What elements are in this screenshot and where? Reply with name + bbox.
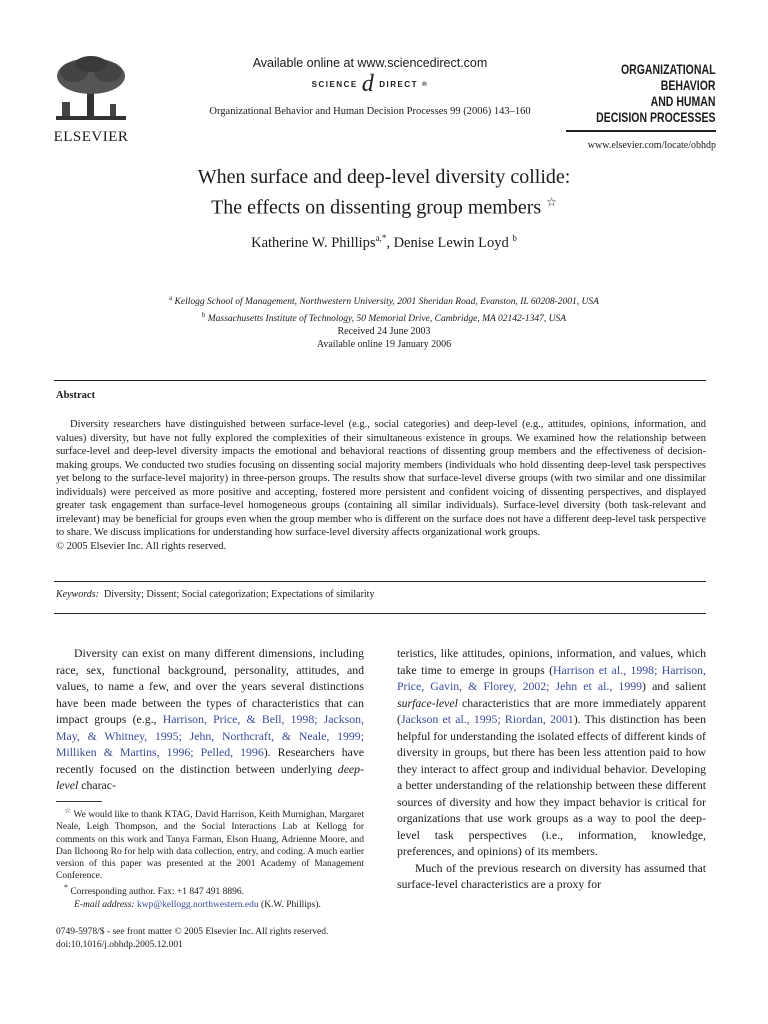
author-1: Katherine W. Phillips	[251, 234, 376, 251]
elsevier-logo	[52, 56, 130, 146]
affiliation-a	[54, 292, 714, 309]
sd-d-glyph: d	[361, 71, 376, 97]
body-paragraph	[397, 645, 706, 860]
affiliation-b	[54, 309, 714, 326]
author-separator: ,	[386, 234, 394, 251]
abstract-body	[56, 418, 706, 553]
header-center	[160, 56, 580, 117]
elsevier-tree-icon	[52, 56, 130, 122]
author-2: Denise Lewin Loyd	[393, 234, 509, 251]
fn2-text: Corresponding author. Fax: +1 847 491 8896.	[70, 887, 245, 898]
affil-b-sup: b	[201, 311, 206, 320]
available-date: Available online 19 January 2006	[316, 339, 452, 350]
journal-reference: Organizational Behavior and Human Decision Processes 99 (2006) 143–160	[209, 106, 531, 117]
journal-name-line: ORGANIZATIONAL	[620, 62, 716, 77]
email-owner: (K.W. Phillips).	[258, 899, 321, 910]
keywords-bottom-rule	[54, 613, 706, 614]
title-line-2-text: The effects on dissenting group members	[211, 196, 542, 219]
abstract-text: Diversity researchers have distinguished between surface-level (e.g., social categories) and deep-level (e.g., attitudes, opinions, information, and values) diversity, but have not fully explored the complexities of their simultaneous existence in groups. We examined how the relationship between surface-level and deep-level diversity impacts the emotional and behavioral reactions of dissenting group members and the effectiveness of decision-making groups. We conducted two studies focusing on dissenting social majority members (individuals who hold dissenting deep-level task perspectives yet belong to the surface-level majority) in three-person groups. The results show that surface-level diverse groups (with two similar and one dissimilar individuals) were perceived as more positive and accepting, fostered more persistent and confident voicing of dissenting perspectives, and displayed greater task engagement than surface-level homogeneous groups (containing all similar individuals). Surface-level diversity (both task-relevant and irrelevant) may be beneficial for groups even when the group member who is different on the surface does not have a different deep-level task perspective to share. We discuss implications for understanding how surface-level diversity affects organizational work groups.	[56, 419, 706, 538]
body-text: Diversity can exist on many different dimensions, including race, sex, functional background, personality, attitudes, and values, to name a few, and over the years several distinctions have been made between the types of characteristics that can impact groups (e.g.,	[56, 646, 364, 726]
body-text: ). Researchers have recently focused on the distinction between underlying	[56, 745, 364, 776]
citation-link[interactable]: Harrison et al., 1998; Harrison, Price, Gavin, & Florey, 2002; Jehn et al., 1999	[397, 662, 706, 693]
email-label: E-mail address:	[74, 899, 135, 910]
keywords-values: Diversity; Dissent; Social categorization; Expectations of similarity	[103, 589, 375, 600]
journal-name-line: BEHAVIOR	[660, 78, 716, 93]
affil-b-text: Massachusetts Institute of Technology, 50 Memorial Drive, Cambridge, MA 02142-1347, USA	[207, 314, 567, 325]
fn2-mark: *	[64, 883, 68, 893]
journal-title-rule	[566, 130, 716, 132]
article-title	[54, 165, 714, 221]
footnote-rule	[56, 801, 102, 802]
journal-name-line: DECISION PROCESSES	[596, 110, 716, 125]
body-emphasis: surface-level	[397, 695, 458, 710]
keywords-label: Keywords:	[56, 589, 99, 600]
author-list	[54, 233, 714, 252]
sciencedirect-logo	[160, 71, 580, 97]
sd-right: DIRECT	[379, 79, 418, 89]
body-text: charac-	[78, 778, 116, 792]
journal-name-line: AND HUMAN	[650, 94, 716, 109]
body-text: ). This distinction has been helpful for understanding the isolated effects of different kinds of diversity in groups, but there has been less attention paid to how they interact to affect group and individual behavior. Developing a better understanding of the relationship between these different sources of diversity and how they impact behavior is critical for organizations that use work groups as a way to pool the deep-level task perspectives (i.e., information, knowledge, preferences, and opinions) of its members.	[397, 712, 706, 858]
citation-link[interactable]: Jackson et al., 1995; Riordan, 2001	[400, 712, 574, 726]
abstract-top-rule	[54, 380, 706, 381]
footnote-corresponding	[56, 882, 364, 898]
fn1-text: We would like to thank KTAG, David Harrison, Keith Murnighan, Margaret Neale, Leigh Thompson, and the Social Interactions Lab at Kellogg for comments on this work and Tanya Farman, Elson Huang, Adrienne Moore, and Dan Ilchoong Ro for help with data collection, entry, and coding. A much earlier version of this paper was presented at the 2001 Academy of Management Conference.	[56, 810, 364, 882]
affiliations	[54, 292, 714, 326]
email-link[interactable]: kwp@kellogg.northwestern.edu	[136, 899, 259, 910]
abstract-heading: Abstract	[56, 390, 96, 401]
keywords-top-rule	[54, 581, 706, 582]
body-emphasis: deep-level	[56, 761, 364, 792]
journal-name	[584, 62, 715, 126]
abstract-copyright: © 2005 Elsevier Inc. All rights reserved.	[56, 540, 227, 552]
body-column-left	[56, 645, 364, 794]
author-1-sup[interactable]: a,*	[375, 233, 387, 243]
body-paragraph: Much of the previous research on diversity has assumed that surface-level characteristics are a proxy for	[397, 860, 706, 891]
fn1-mark: ☆	[64, 806, 72, 815]
body-text: teristics, like attitudes, opinions, information, and values, which take time to emerge in groups (	[397, 646, 706, 677]
journal-url[interactable]: www.elsevier.com/locate/obhdp	[587, 140, 716, 151]
body-text: characteristics that are more immediately apparent (	[397, 695, 706, 726]
received-date: Received 24 June 2003	[337, 326, 431, 337]
affil-a-text: Kellogg School of Management, Northwestern University, 2001 Sheridan Road, Evanston, IL 60208-2001, USA	[174, 297, 599, 308]
sd-mark: ®	[421, 80, 429, 88]
author-2-sup[interactable]: b	[512, 233, 517, 243]
affil-a-sup: a	[169, 294, 173, 302]
footnote-acknowledgment	[56, 805, 364, 882]
sd-left: SCIENCE	[311, 79, 358, 89]
publisher-name: ELSEVIER	[53, 129, 129, 145]
doi-line[interactable]: doi:10.1016/j.obhdp.2005.12.001	[56, 939, 183, 950]
issn-line: 0749-5978/$ - see front matter © 2005 Elsevier Inc. All rights reserved.	[56, 927, 329, 937]
title-footnote-mark[interactable]: ☆	[546, 195, 557, 209]
article-dates	[54, 325, 714, 351]
footnote-email	[56, 899, 364, 911]
body-paragraph	[56, 645, 364, 794]
title-line-2	[54, 190, 714, 221]
body-text: ) and salient	[642, 679, 707, 693]
available-online-text: Available online at www.sciencedirect.com	[252, 56, 488, 70]
copyright-block	[56, 926, 328, 951]
title-line-1: When surface and deep-level diversity collide:	[197, 166, 571, 188]
body-column-right	[397, 645, 706, 893]
citation-link[interactable]: Harrison, Price, & Bell, 1998; Jackson, May, & Whitney, 1995; Jehn, Northcraft, & Neale, 1999; Milliken & Martins, 1996; Pelled, 1996	[56, 712, 364, 759]
footnotes	[56, 805, 364, 911]
keywords	[56, 589, 374, 600]
journal-title-block	[566, 62, 716, 151]
